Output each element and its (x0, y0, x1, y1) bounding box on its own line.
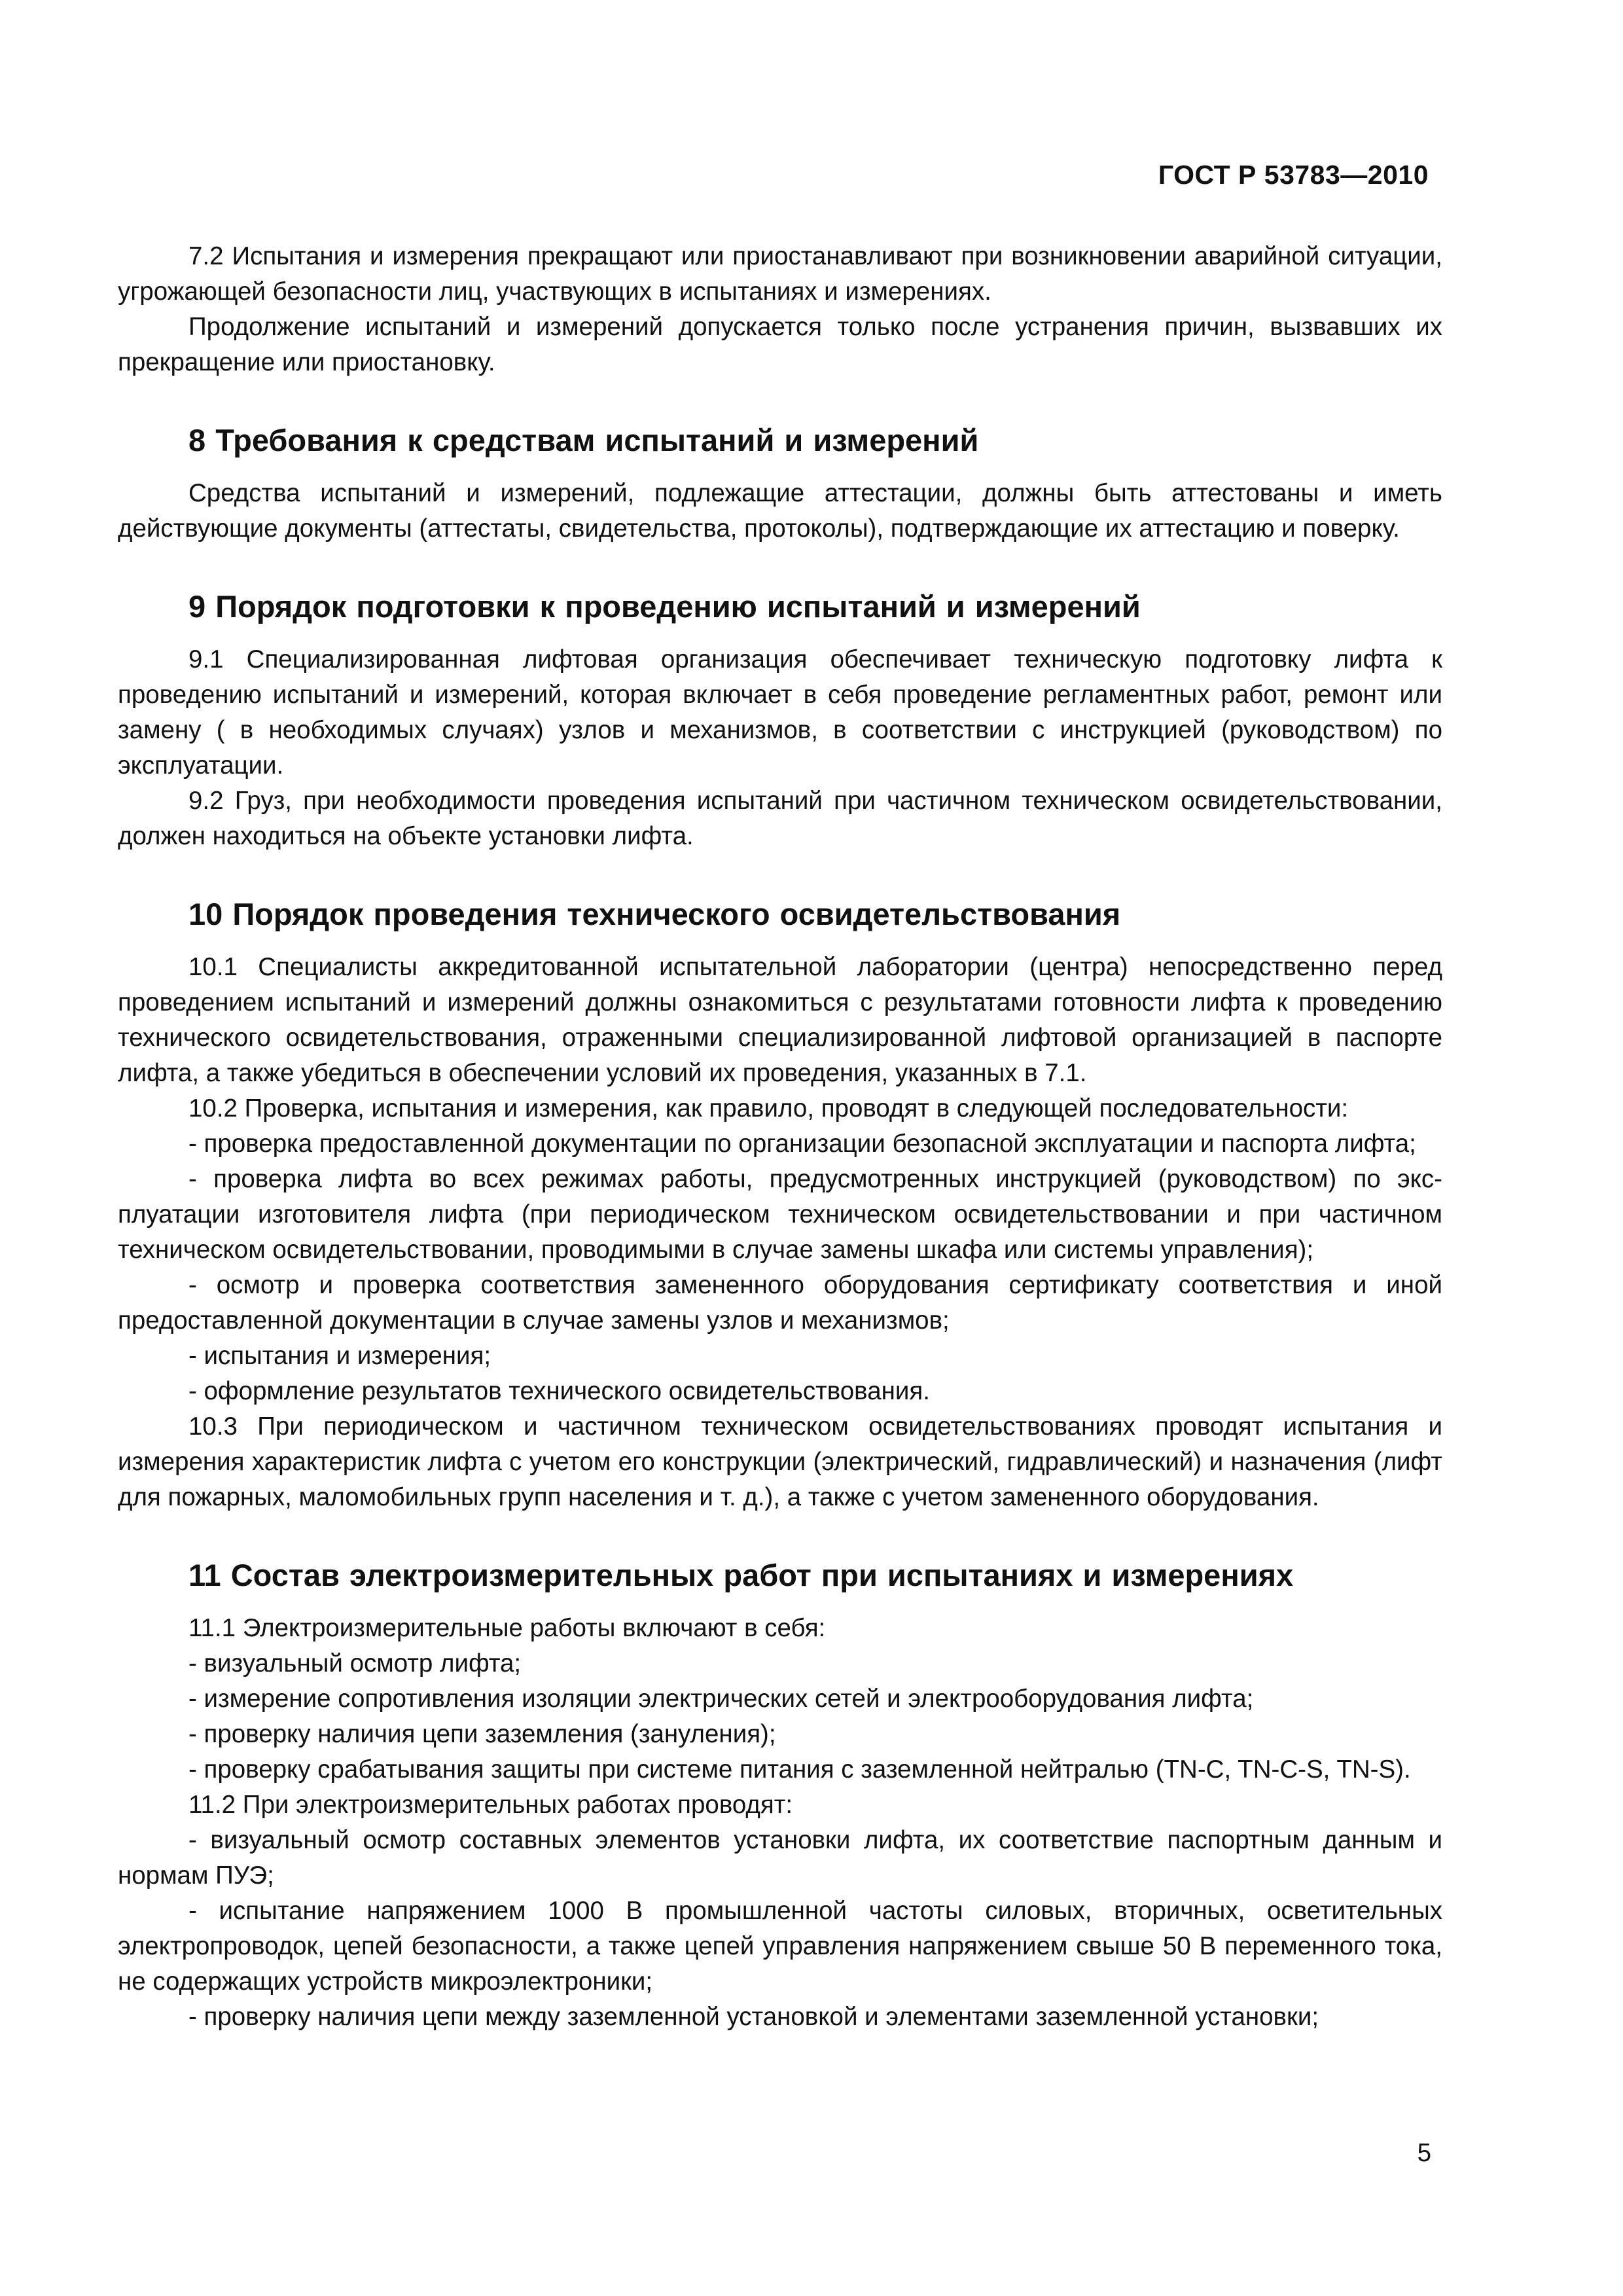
page-number: 5 (1417, 2139, 1431, 2167)
section-8-heading: 8 Требования к средствам испытаний и измерений (188, 423, 979, 457)
paragraph-10-1: 10.1 Специалисты аккредитованной испытательной лаборатории (центра) непосредственно перед проведением испытаний и измерений должны ознакомиться с результатами готовности лифта к проведению технического освидетельствования, отраженными специализированной лифтовой организацией в паспорте лифта, а также убедиться в обеспечении условий их проведения, указанных в 7.1. (118, 953, 1442, 1087)
paragraph-7-2: 7.2 Испытания и измерения прекращают или приостанавливают при возникновении аварийной ситуации, угрожающей безопасности лиц, участвующих в испытаниях и измерениях. (118, 242, 1442, 306)
paragraph-10-2: 10.2 Проверка, испытания и измерения, как правило, проводят в следующей последовательности: (188, 1094, 1349, 1122)
paragraph-10-3: 10.3 При периодическом и частичном техническом освидетельствованиях проводят испытания и измерения характеристик лифта с учетом его конструкции (электрический, гидравлический) и назначения (лифт для пожарных, маломобильных групп населения и т. д.), а также с учетом замененного оборудования. (118, 1412, 1442, 1511)
list-item: - испытание напряжением 1000 В промышленной частоты силовых, вторичных, осветительных электропроводок, цепей безопасности, а также цепей управления напряжением свыше 50 В переменного тока, не содержащих устройств микроэлектроники; (118, 1897, 1442, 1996)
list-item: - проверку наличия цепи заземления (зануления); (188, 1720, 776, 1748)
list-item: - оформление результатов технического освидетельствования. (188, 1377, 930, 1405)
paragraph-7-2-continuation: Продолжение испытаний и измерений допускается только после устранения причин, вызвавших их прекращение или приостановку. (118, 313, 1442, 376)
list-item: - проверку наличия цепи между заземленной установкой и элементами заземленной установки; (188, 2003, 1319, 2031)
paragraph-11-2: 11.2 При электроизмерительных работах проводят: (188, 1791, 793, 1819)
paragraph-11-1: 11.1 Электроизмерительные работы включают в себя: (188, 1614, 826, 1642)
list-item: - осмотр и проверка соответствия замененного оборудования сертификату соответствия и иной предоставленной документации в случае замены узлов и механизмов; (118, 1271, 1442, 1335)
list-item: - проверка лифта во всех режимах работы, предусмотренных инструкцией (руководством) по эксплуатации изготовителя лифта (при периодическом техническом освидетельствовании и при частичном техническом освидетельствовании, проводимыми в случае замены шкафа или системы управления); (118, 1165, 1442, 1264)
document-body (118, 239, 1442, 2035)
document-code-header: ГОСТ Р 53783—2010 (1158, 160, 1429, 190)
section-9-heading: 9 Порядок подготовки к проведению испытаний и измерений (188, 589, 1141, 624)
paragraph-9-1: 9.1 Специализированная лифтовая организация обеспечивает техническую подготовку лифта к проведению испытаний и измерений, которая включает в себя проведение регламентных работ, ремонт или замену ( в необходимых случаях) узлов и механизмов, в соответствии с инструкцией (руководством) по эксплуатации. (118, 645, 1442, 780)
list-item: - испытания и измерения; (188, 1342, 491, 1370)
list-item: - визуальный осмотр составных элементов установки лифта, их соответствие паспортным данным и нормам ПУЭ; (118, 1826, 1442, 1890)
section-10-heading: 10 Порядок проведения технического освидетельствования (188, 897, 1121, 931)
list-item: - проверку срабатывания защиты при системе питания с заземленной нейтралью (TN-C, TN-C-S, TN-S). (188, 1755, 1411, 1784)
paragraph-9-2: 9.2 Груз, при необходимости проведения испытаний при частичном техническом освидетельствовании, должен находиться на объекте установки лифта. (118, 787, 1442, 850)
list-item: - проверка предоставленной документации по организации безопасной эксплуатации и паспорта лифта; (188, 1130, 1416, 1158)
list-item: - измерение сопротивления изоляции электрических сетей и электрооборудования лифта; (188, 1685, 1254, 1713)
paragraph-8: Средства испытаний и измерений, подлежащие аттестации, должны быть аттестованы и иметь действующие документы (аттестаты, свидетельства, протоколы), подтверждающие их аттестацию и поверку. (118, 479, 1442, 543)
list-item: - визуальный осмотр лифта; (188, 1649, 522, 1677)
section-11-heading: 11 Состав электроизмерительных работ при испытаниях и измерениях (188, 1558, 1294, 1592)
